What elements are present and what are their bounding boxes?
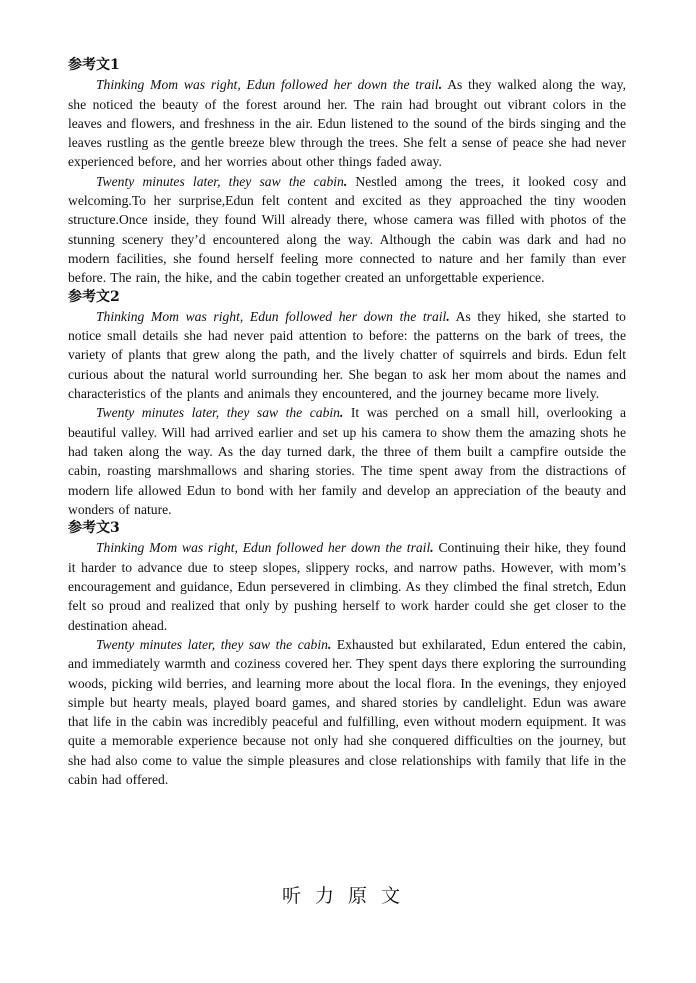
paragraph-body: As they hiked, she started to notice small details she had never paid attention to before: the patterns on the bark of trees, the variety of plants that grew along the path, and the lively chatter of squirrels and birds. Edun felt curious about the natural world surrounding her. She began to ask her mom about the names and characteristics of the plants and animals they encountered, and the journey became more lively. (68, 308, 626, 402)
paragraph (68, 635, 626, 789)
paragraph (68, 75, 626, 171)
paragraph (68, 403, 626, 519)
paragraph-body: Exhausted but exhilarated, Edun entered the cabin, and immediately warmth and coziness covered her. They spent days there exploring the surrounding woods, picking wild berries, and learning more about the local flora. In the evenings, they enjoyed simple but hearty meals, played board games, and shared stories by candlelight. Edun was aware that life in the cabin was incredibly peaceful and fulfilling, even without modern equipment. It was quite a memorable experience because not only had she conquered difficulties on the journey, but she had also come to value the simple pleasures and close relationships with family that life in the cabin had offered. (68, 636, 627, 787)
paragraph-body: As they walked along the way, she noticed the beauty of the forest around her. The rain had brought out vibrant colors in the leaves and flowers, and freshness in the air. Edun listened to the sound of the birds singing and the leaves rustling as the gentle breeze blew through the trees. She felt a sense of peace she had never experienced before, and her worries about other things faded away. (68, 77, 626, 170)
section-2 (68, 288, 626, 520)
lead-sentence: Twenty minutes later, they saw the cabin (96, 405, 340, 421)
lead-sentence-end: . (327, 636, 332, 652)
section-1 (68, 56, 626, 288)
paragraph-body: It was perched on a small hill, overlooking a beautiful valley. Will had arrived earlier and set up his camera to show them the amazing shots he had taken along the way. As the day turned dark, the three of them built a campfire outside the cabin, roasting marshmallows and sharing stories. The time spent away from the distractions of modern life allowed Edun to bond with her family and develop an appreciation of the beauty and wonders of nature. (68, 405, 626, 517)
lead-sentence-end: . (339, 405, 344, 421)
lead-sentence: Thinking Mom was right (96, 308, 240, 324)
section-heading: 参考文2 (68, 288, 120, 305)
document-body (68, 56, 626, 789)
paragraph (68, 307, 626, 403)
lead-sentence-rest: , Edun followed her down the trail (239, 308, 447, 324)
lead-sentence-end: . (446, 308, 450, 324)
section-3 (68, 519, 626, 789)
lead-sentence-rest: , Edun followed her down the trail (234, 540, 431, 556)
paragraph-body: Nestled among the trees, it looked cosy and welcoming.To her surprise,Edun felt content and excited as they approached the tiny wooden structure.Once inside, they found Will already there, whose camera was filled with photos of the stunning scenery they’d encountered along the way. Although the cabin was dark and had no modern facilities, she found herself feeling more connected to nature and her family than ever before. The rain, the hike, and the cabin together created an unforgettable experience. (68, 173, 626, 286)
footer-title: 听力原文 (281, 885, 414, 907)
section-heading: 参考文3 (68, 520, 120, 537)
section-heading: 参考文1 (68, 57, 120, 73)
lead-sentence-rest: , Edun followed her down the trail (237, 77, 439, 93)
lead-sentence: Twenty minutes later, they saw the cabin (96, 173, 344, 189)
paragraph-body: Continuing their hike, they found it harder to advance due to steep slopes, slippery rocks, and narrow paths. However, with mom’s encouragement and guidance, Edun persevered in climbing. As they climbed the final stretch, Edun felt so proud and realized that only by pushing herself to work harder could she get closer to the destination ahead. (68, 540, 626, 633)
lead-sentence-end: . (430, 540, 434, 556)
paragraph (68, 172, 626, 288)
lead-sentence: Twenty minutes later, they saw the cabin (96, 636, 328, 652)
lead-sentence: Thinking Mom was right (96, 540, 235, 556)
paragraph (68, 538, 626, 634)
lead-sentence: Thinking Mom was right (96, 77, 238, 93)
lead-sentence-end: . (343, 173, 348, 189)
lead-sentence-end: . (438, 77, 443, 93)
